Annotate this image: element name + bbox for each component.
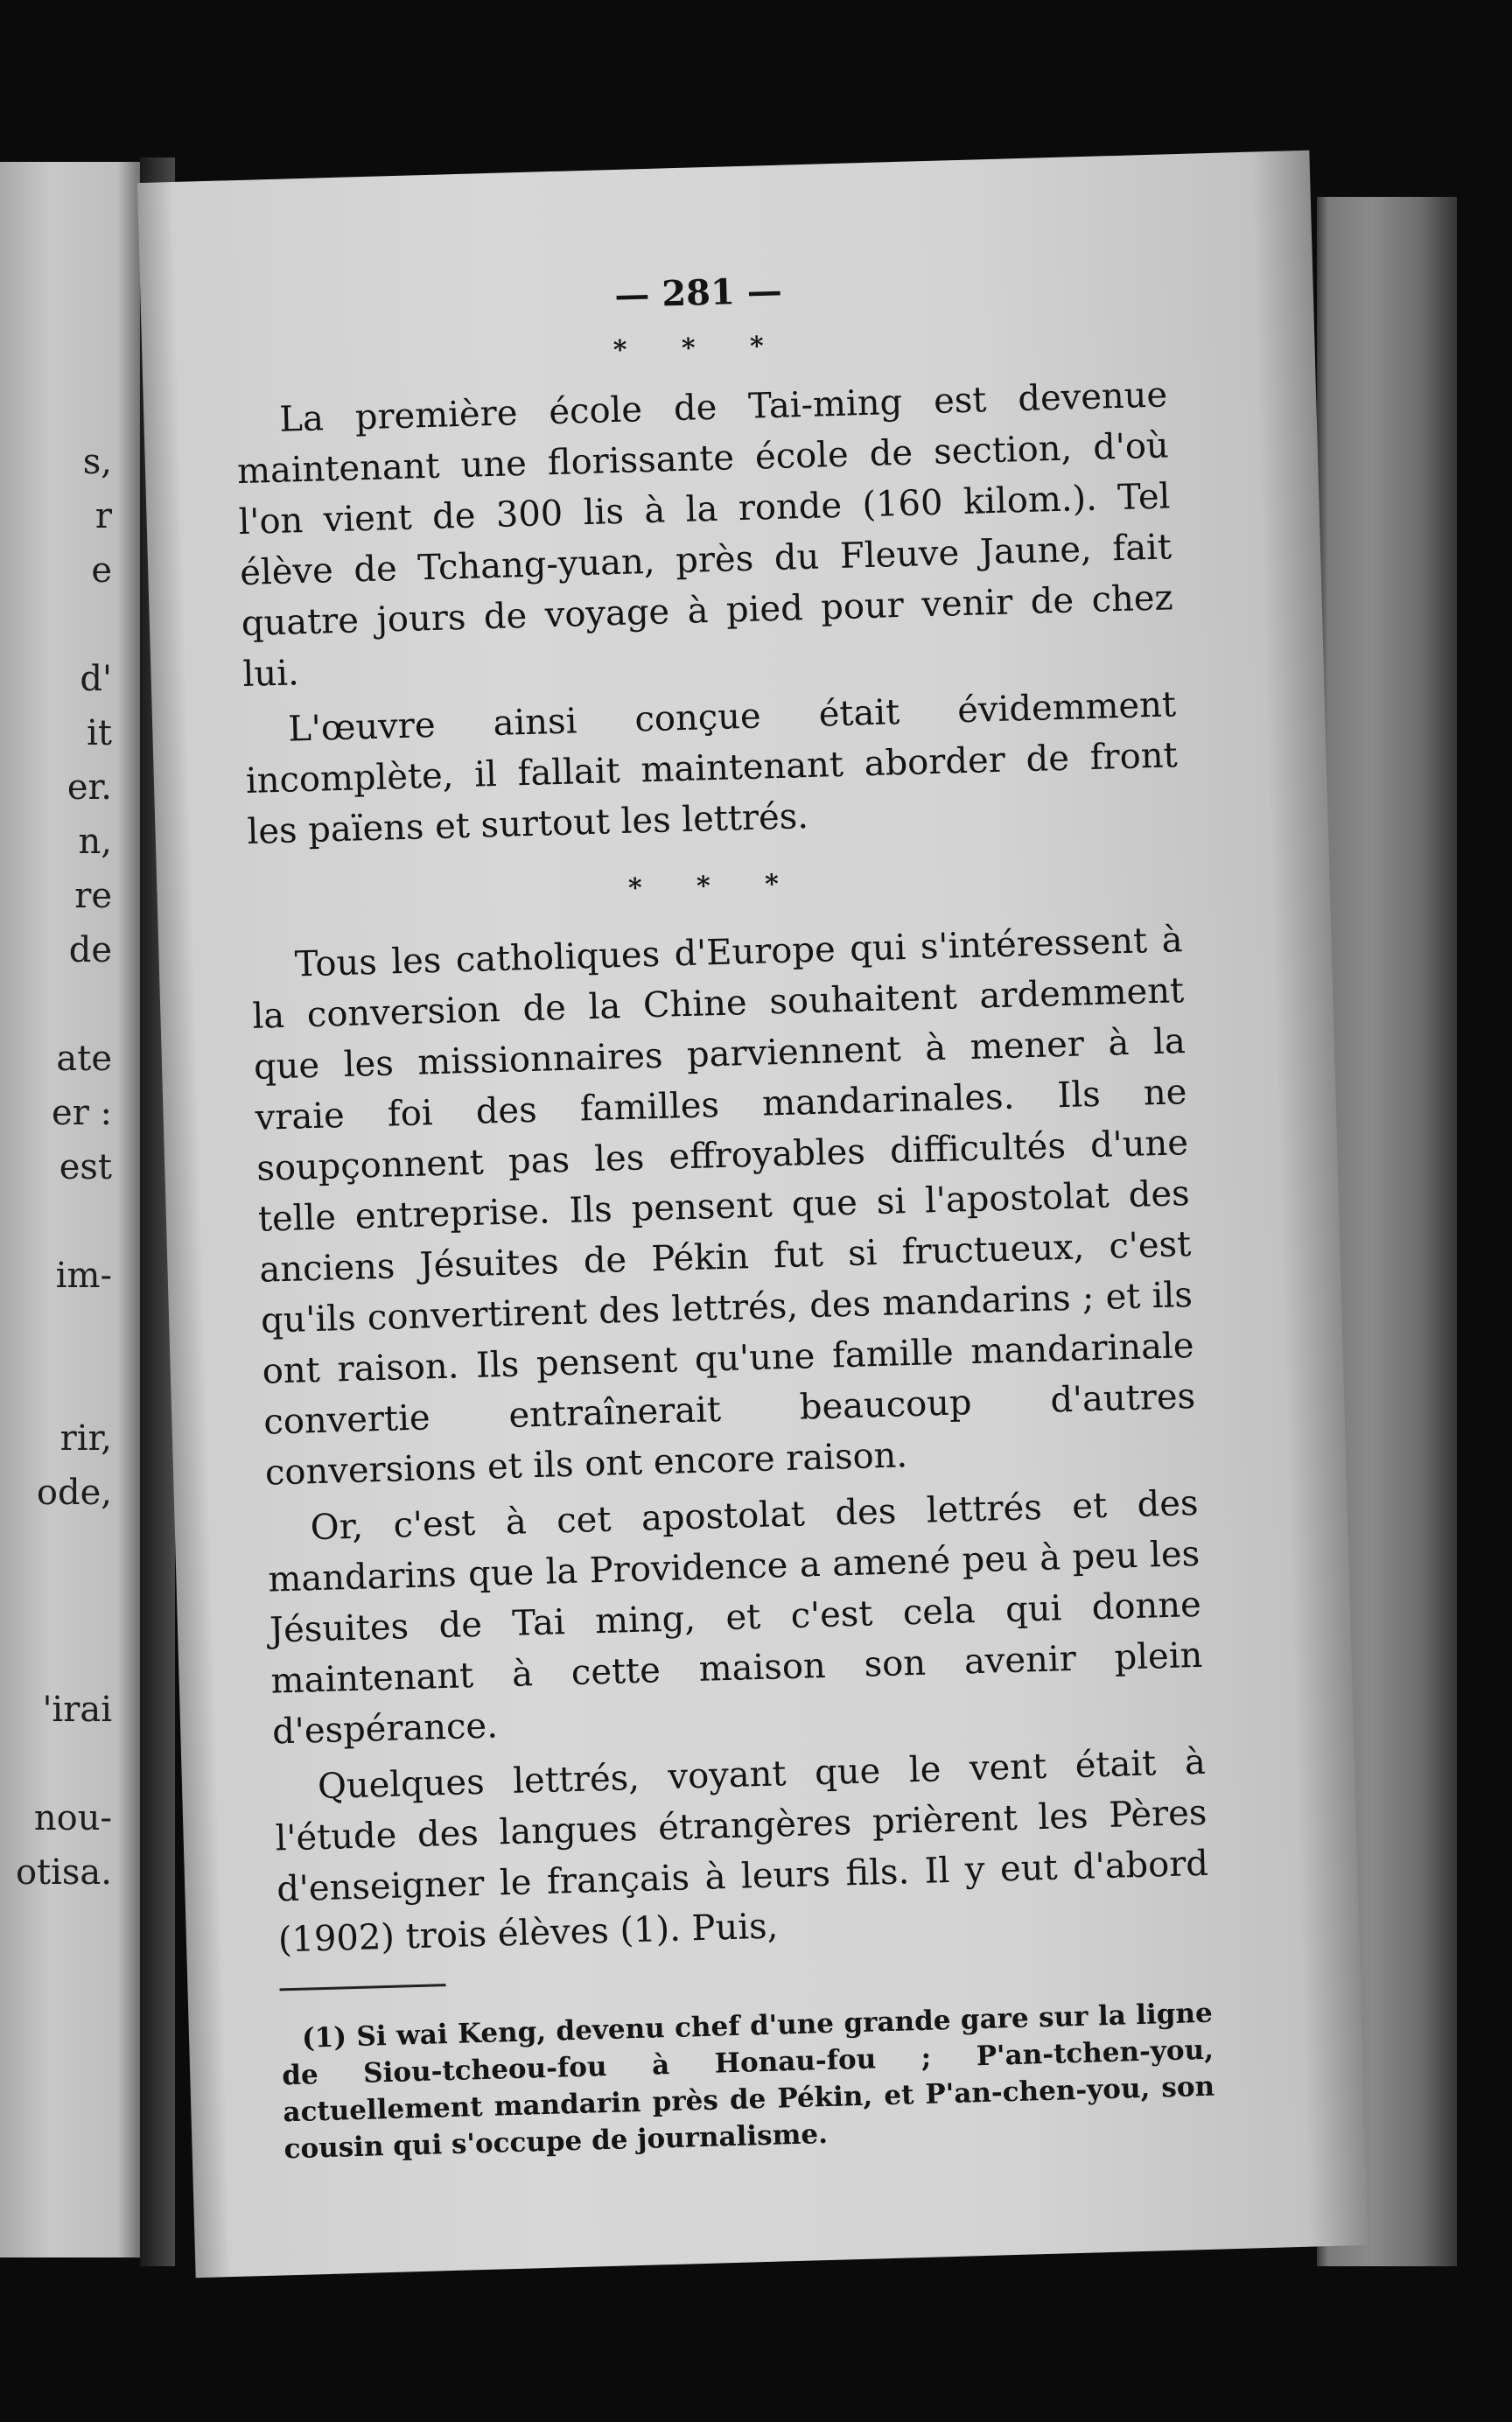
left-text-fragment: r [94,496,112,536]
left-text-fragment: otisa. [15,1852,112,1893]
left-text-fragment: est [59,1147,112,1187]
left-text-fragment: re [74,876,112,916]
paragraph: Quelques lettrés, voyant que le vent était à l'étude des langues étrangères prièrent les Pères d'enseigner le français à leurs fils. Il y eut d'abord (1902) trois élèves (1). Puis, [275,1741,1209,1961]
left-text-fragment: it [87,713,112,753]
paragraph: Tous les catholiques d'Europe qui s'intéressent à la conversion de la Chine souhaitent ardemment que les missionnaires parviennent à mener à la vraie foi des familles mandarinales. Ils ne soupçonnent pas les effroyables difficultés d'une telle entreprise. Ils pensent que si l'apostolat des anciens Jésuites de Pékin fut si fructueux, c'est qu'ils convertirent des lettrés, des mandarins ; et ils ont raison. Ils pensent qu'une famille mandarinale convertie entraînerait beaucoup d'autres conversions et ils ont encore raison. [251,920,1196,1494]
book-page [137,150,1368,2278]
left-text-fragment: nou- [33,1798,112,1838]
left-text-fragment: im- [55,1256,112,1296]
page-number: — 281 — [613,270,783,316]
left-text-fragment: rir, [60,1418,112,1459]
footnote: (1) Si wai Keng, devenu chef d'une grande gare sur la ligne de Siou-tcheou-fou à Honau-fou ; P'an-tchen-you, actuellement mandarin près de Pékin, et P'an-chen-you, son cousin qui s'occupe de journalisme. [281,1997,1215,2166]
left-text-fragment: s, [82,442,112,482]
left-text-fragment: e [91,550,112,591]
footnote-divider [279,1984,445,1991]
left-text-fragment: de [68,930,112,970]
paragraph: La première école de Tai-ming est devenue maintenant une florissante école de section, d'où l'on vient de 300 lis à la ronde (160 kilom.). Tel élève de Tchang-yuan, près du Fleuve Jaune, fait quatre jours de voyage à pied pour venir de chez lui. [236,374,1174,696]
paragraph: L'œuvre ainsi conçue était évidemment incomplète, il fallait maintenant aborder de front les païens et surtout les lettrés. [245,684,1179,852]
left-text-fragment: ate [56,1039,112,1079]
left-text-fragment: ode, [36,1473,112,1513]
left-text-fragment: 'irai [42,1690,112,1730]
left-text-fragment: d' [80,659,112,699]
left-text-fragment: er : [52,1093,112,1133]
section-separator: * * * [612,330,788,367]
left-text-fragment: er. [66,767,112,808]
left-text-fragment: n, [78,822,112,862]
previous-page [0,162,147,2258]
section-separator: * * * [627,868,802,904]
paragraph: Or, c'est à cet apostolat des lettrés et des mandarins que la Providence a amené peu à peu les Jésuites de Tai ming, et c'est cela qui donne maintenant à cette maison son avenir plein d'espérance. [267,1482,1203,1753]
page-text-block [232,259,1216,2167]
